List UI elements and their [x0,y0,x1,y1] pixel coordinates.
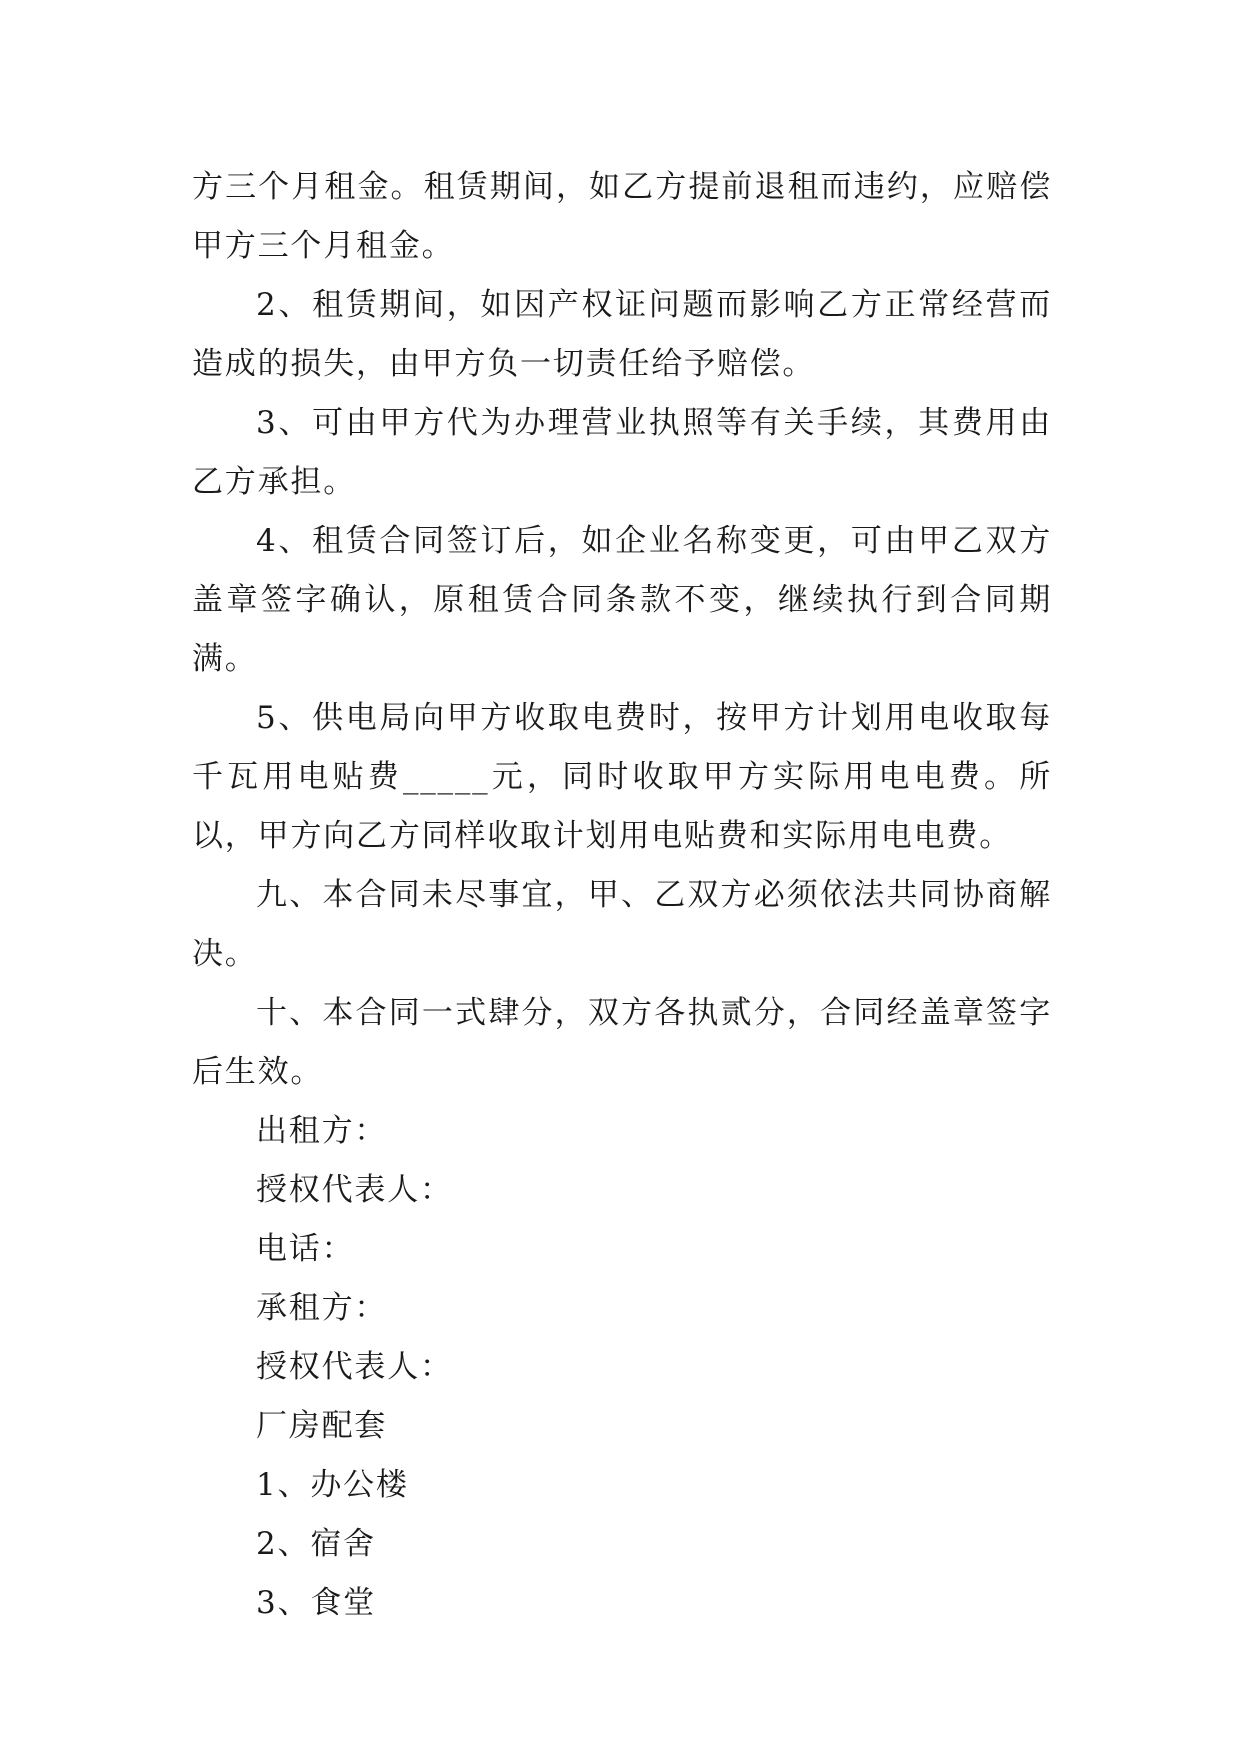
paragraph-continuation: 方三个月租金。租赁期间，如乙方提前退租而违约，应赔偿甲方三个月租金。 [192,169,1052,264]
paragraph-clause-3: 3、可由甲方代为办理营业执照等有关手续，其费用由乙方承担。 [192,405,1052,500]
paragraph-clause-4: 4、租赁合同签订后，如企业名称变更，可由甲乙双方盖章签字确认，原租赁合同条款不变，继续执行到合同期满。 [192,523,1052,677]
paragraph-article-10: 十、本合同一式肆分，双方各执贰分，合同经盖章签字后生效。 [192,995,1052,1090]
facility-item-office: 1、办公楼 [256,1467,409,1503]
paragraph-clause-5: 5、供电局向甲方收取电费时，按甲方计划用电收取每千瓦用电贴费_____元，同时收取甲方实际用电电费。所以，甲方向乙方同样收取计划用电贴费和实际用电电费。 [192,700,1052,854]
facility-item-dormitory: 2、宿舍 [256,1526,376,1562]
lessee-label: 承租方： [256,1290,388,1326]
facility-item-canteen: 3、食堂 [256,1585,376,1621]
document-body [192,158,1052,1633]
phone-label: 电话： [256,1231,355,1267]
lessee-representative-label: 授权代表人： [256,1349,453,1385]
facilities-heading: 厂房配套 [256,1408,388,1444]
lessor-label: 出租方： [256,1113,388,1149]
lessor-representative-label: 授权代表人： [256,1172,453,1208]
paragraph-article-9: 九、本合同未尽事宜，甲、乙双方必须依法共同协商解决。 [192,877,1052,972]
paragraph-clause-2: 2、租赁期间，如因产权证问题而影响乙方正常经营而造成的损失，由甲方负一切责任给予赔偿。 [192,287,1052,382]
